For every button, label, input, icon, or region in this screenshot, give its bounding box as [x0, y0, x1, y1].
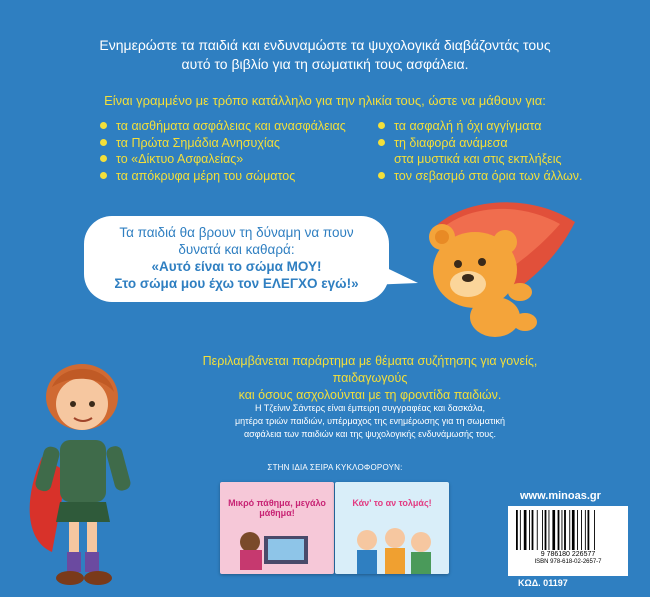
barcode-bars-icon	[516, 510, 620, 550]
bubble-line: δυνατά και καθαρά:	[178, 242, 295, 257]
intro-line: αυτό το βιβλίο για τη σωματική τους ασφάλεια.	[181, 56, 469, 72]
topics-left-list	[100, 118, 360, 184]
list-item	[100, 168, 360, 185]
appendix-line: και όσους ασχολούνται με τη φροντίδα παιδιών.	[238, 388, 502, 402]
author-line: Η Τζείνιν Σάντερς είναι έμπειρη συγγραφέας και δασκάλα,	[254, 403, 486, 413]
barcode	[508, 506, 628, 576]
intro-text	[40, 36, 610, 74]
appendix-text	[170, 353, 570, 404]
bullet-icon	[100, 155, 107, 162]
book-cover-illustration	[345, 522, 439, 574]
bubble-line: Στο σώμα μου έχω τον ΕΛΕΓΧΟ εγώ!»	[114, 276, 359, 291]
website-url: www.minoas.gr	[520, 490, 601, 502]
book-title: Μικρό πάθημα, μεγάλο μάθημα!	[228, 498, 326, 518]
list-item-text: τον σεβασμό στα όρια των άλλων.	[394, 168, 583, 183]
book-title: Κάν' το αν τολμάς!	[352, 498, 432, 508]
book-cover-illustration	[234, 522, 320, 570]
book-cover-1[interactable]	[220, 482, 334, 574]
list-item	[100, 151, 360, 168]
list-item	[100, 135, 360, 152]
list-item	[378, 168, 618, 185]
series-label: ΣΤΗΝ ΙΔΙΑ ΣΕΙΡΑ ΚΥΚΛΟΦΟΡΟΥΝ:	[267, 463, 403, 472]
list-item-text: τα ασφαλή ή όχι αγγίγματα	[394, 119, 542, 133]
list-item-text: στα μυστικά και στις εκπλήξεις	[394, 152, 562, 166]
bullet-icon	[378, 172, 385, 179]
list-item-text: το «Δίκτυο Ασφαλείας»	[116, 152, 244, 166]
topics-right-list	[378, 118, 618, 184]
bullet-icon	[100, 139, 107, 146]
appendix-line: Περιλαμβάνεται παράρτημα με θέματα συζήτησης για γονείς, παιδαγωγούς	[202, 354, 538, 385]
bullet-icon	[100, 122, 107, 129]
book-cover-2[interactable]	[335, 482, 449, 574]
barcode-number: 9 786180 226577	[540, 551, 596, 558]
speech-bubble	[84, 216, 389, 302]
product-code: ΚΩΔ. 01197	[518, 578, 568, 588]
list-item-text: τη διαφορά ανάμεσα	[394, 135, 508, 150]
author-line: μητέρα τριών παιδιών, υπέρμαχος της ενημέρωσης για τη σωματική	[234, 416, 506, 426]
intro-line: Ενημερώστε τα παιδιά και ενδυναμώστε τα ψυχολογικά διαβάζοντάς τους	[99, 37, 551, 53]
list-item-text: τα Πρώτα Σημάδια Ανησυχίας	[116, 135, 280, 150]
list-item	[100, 118, 360, 135]
list-item	[378, 135, 618, 168]
author-bio	[190, 402, 550, 441]
list-item-text: τα απόκρυφα μέρη του σώματος	[116, 168, 296, 183]
bubble-line: «Αυτό είναι το σώμα ΜΟΥ!	[151, 259, 322, 274]
list-item	[378, 118, 618, 135]
girl-illustration	[12, 352, 162, 592]
isbn-text: ISBN 978-618-02-2657-7	[534, 559, 602, 565]
bullet-icon	[378, 122, 385, 129]
author-line: ασφάλεια των παιδιών και της ψυχολογικής ενδυνάμωσής τους.	[243, 429, 497, 439]
bubble-line: Τα παιδιά θα βρουν τη δύναμη να πουν	[119, 225, 354, 240]
list-item-text: τα αισθήματα ασφάλειας και ανασφάλειας	[116, 119, 346, 133]
bullet-icon	[100, 172, 107, 179]
bullet-icon	[378, 139, 385, 146]
teddy-bear-illustration	[400, 192, 590, 342]
lead-text: Είναι γραμμένο με τρόπο κατάλληλο για την ηλικία τους, ώστε να μάθουν για:	[104, 93, 546, 108]
